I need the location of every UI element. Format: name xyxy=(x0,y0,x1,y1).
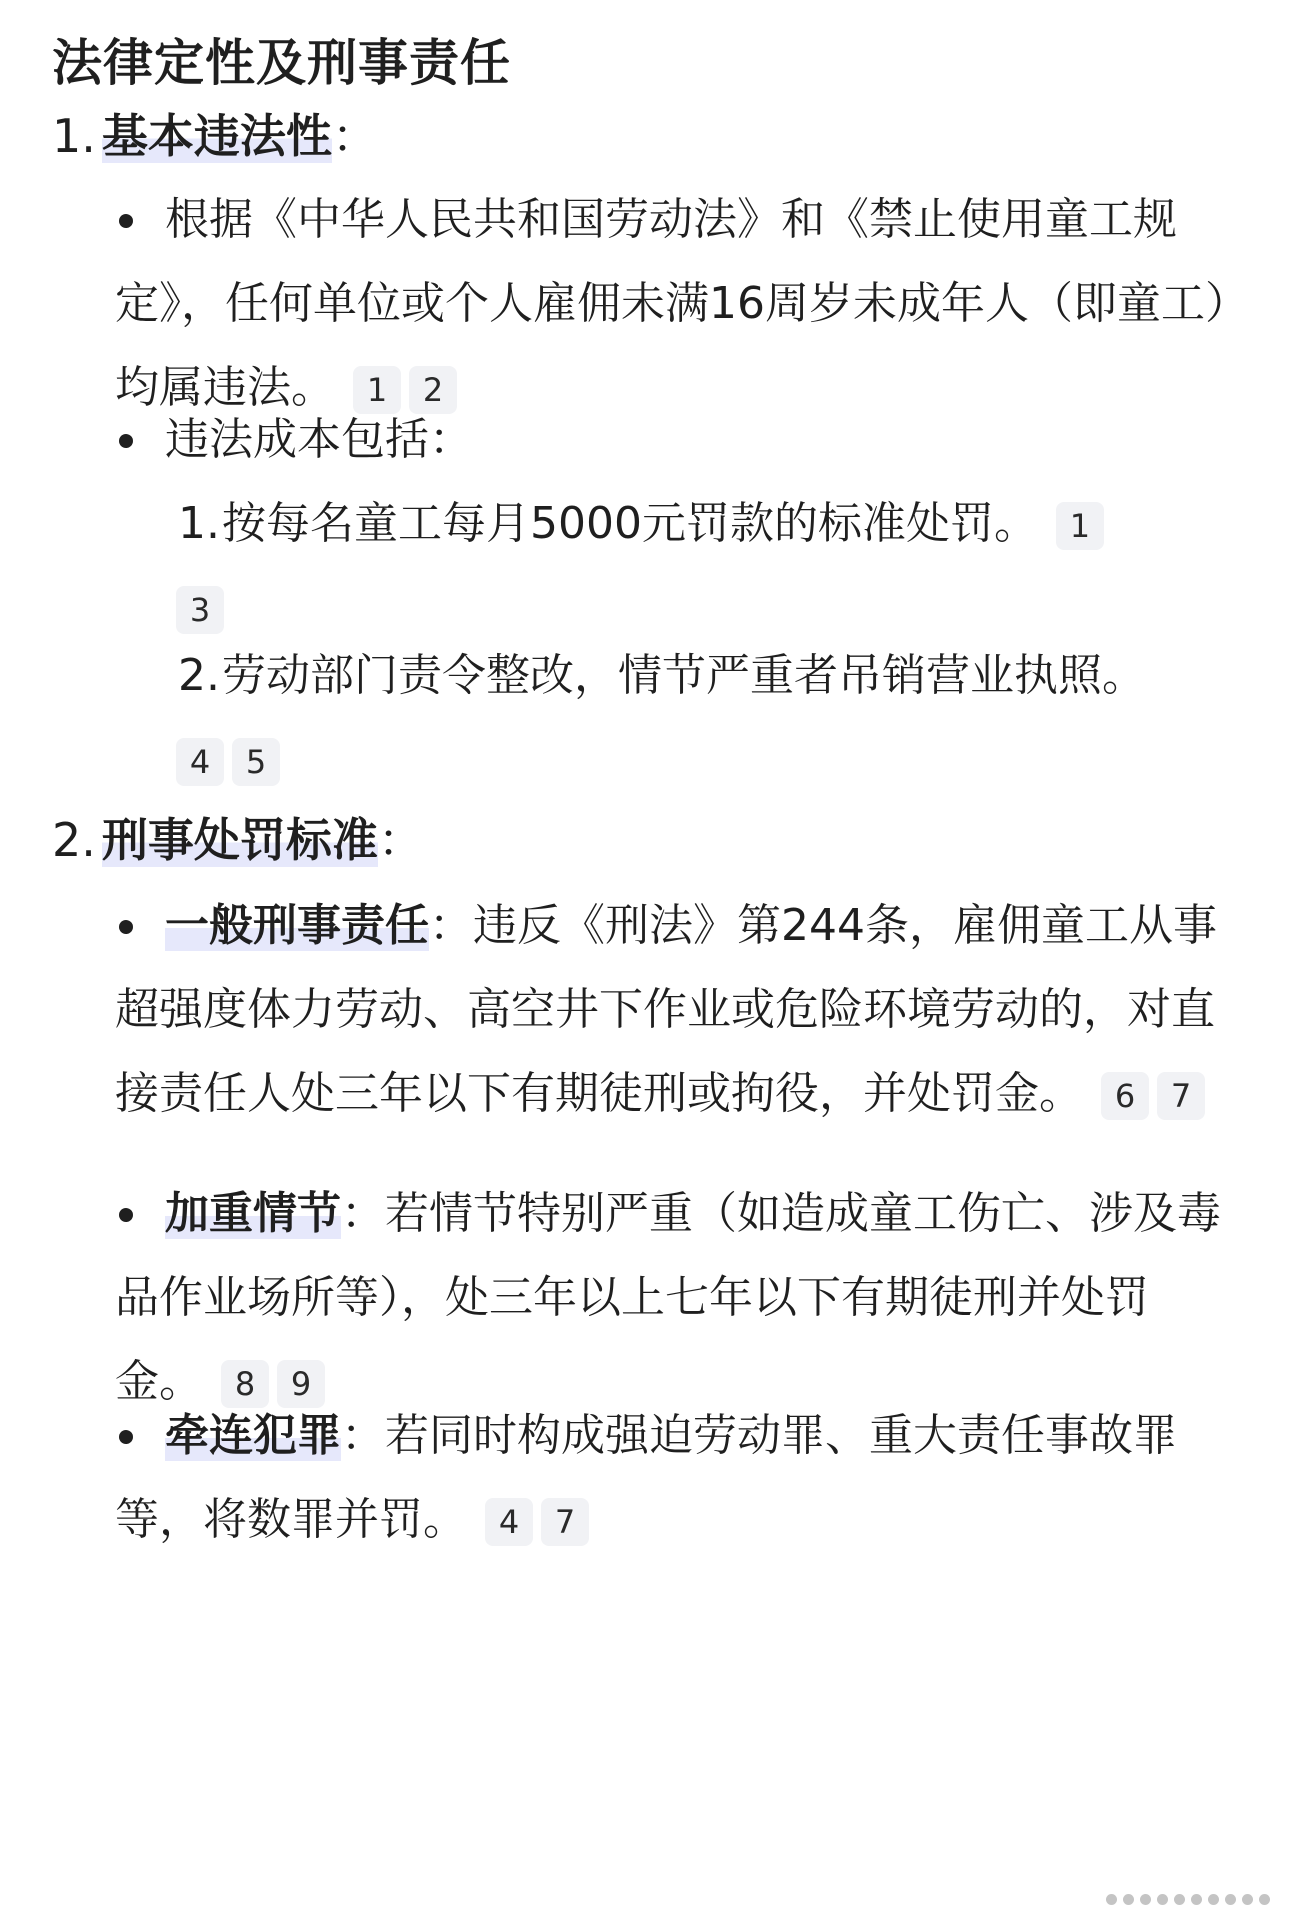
section-heading: 刑事处罚标准 xyxy=(101,813,378,867)
list-item-text: ：若同时构成强迫劳动罪、重大责任事故罪等，将数罪并罚。 xyxy=(115,1410,1177,1545)
list-item xyxy=(115,884,1235,1136)
citation-badge[interactable]: 7 xyxy=(1157,1072,1205,1120)
citation-badge[interactable]: 6 xyxy=(1101,1072,1149,1120)
section-number: 1. xyxy=(52,109,96,163)
bullet-dot xyxy=(119,1430,133,1444)
section-1-heading: 1. 基本违法性： xyxy=(52,109,378,163)
sub-item-number: 1. xyxy=(178,498,220,549)
sub-item-text: 按每名童工每月5000元罚款的标准处罚。 xyxy=(222,498,1038,549)
list-item-label: 一般刑事责任 xyxy=(165,900,429,951)
watermark-dots xyxy=(1106,1894,1270,1905)
list-item xyxy=(115,1172,1235,1424)
citation-badge[interactable]: 3 xyxy=(176,586,224,634)
list-item-label: 加重情节 xyxy=(165,1188,341,1239)
citation-badge[interactable]: 4 xyxy=(176,738,224,786)
page-title: 法律定性及刑事责任 xyxy=(52,34,511,92)
section-number: 2. xyxy=(52,813,96,867)
sub-item-number: 2. xyxy=(178,650,220,701)
citation-badge[interactable]: 7 xyxy=(541,1498,589,1546)
list-item-text: 违法成本包括： xyxy=(165,414,473,465)
list-item-text: ：若情节特别严重（如造成童工伤亡、涉及毒品作业场所等），处三年以上七年以下有期徒刑并处罚金。 xyxy=(115,1188,1221,1407)
bullet-dot xyxy=(119,214,133,228)
bullet-dot xyxy=(119,434,133,448)
citation-badge[interactable]: 2 xyxy=(409,366,457,414)
section-heading: 基本违法性 xyxy=(101,109,332,163)
list-item xyxy=(115,398,1235,482)
bullet-dot xyxy=(119,920,133,934)
list-item-text: 根据《中华人民共和国劳动法》和《禁止使用童工规定》，任何单位或个人雇佣未满16周岁未成年人（即童工）均属违法。 xyxy=(115,194,1227,413)
citation-badge[interactable]: 1 xyxy=(1056,502,1104,550)
list-item-text: ：违反《刑法》第244条，雇佣童工从事超强度体力劳动、高空井下作业或危险环境劳动的，对直接责任人处三年以下有期徒刑或拘役，并处罚金。 xyxy=(115,900,1217,1119)
citation-badge[interactable]: 1 xyxy=(353,366,401,414)
citation-badge[interactable]: 8 xyxy=(221,1360,269,1408)
sub-item-text: 劳动部门责令整改，情节严重者吊销营业执照。 xyxy=(222,650,1146,701)
citation-badge[interactable]: 4 xyxy=(485,1498,533,1546)
list-item xyxy=(115,1394,1235,1562)
list-item-label: 牵连犯罪 xyxy=(165,1410,341,1461)
section-2-heading: 2. 刑事处罚标准： xyxy=(52,813,424,867)
list-item xyxy=(115,178,1235,430)
citation-badge[interactable]: 5 xyxy=(232,738,280,786)
bullet-dot xyxy=(119,1208,133,1222)
sub-list-item xyxy=(178,482,1238,650)
sub-list-item xyxy=(178,634,1238,802)
citation-badge[interactable]: 9 xyxy=(277,1360,325,1408)
